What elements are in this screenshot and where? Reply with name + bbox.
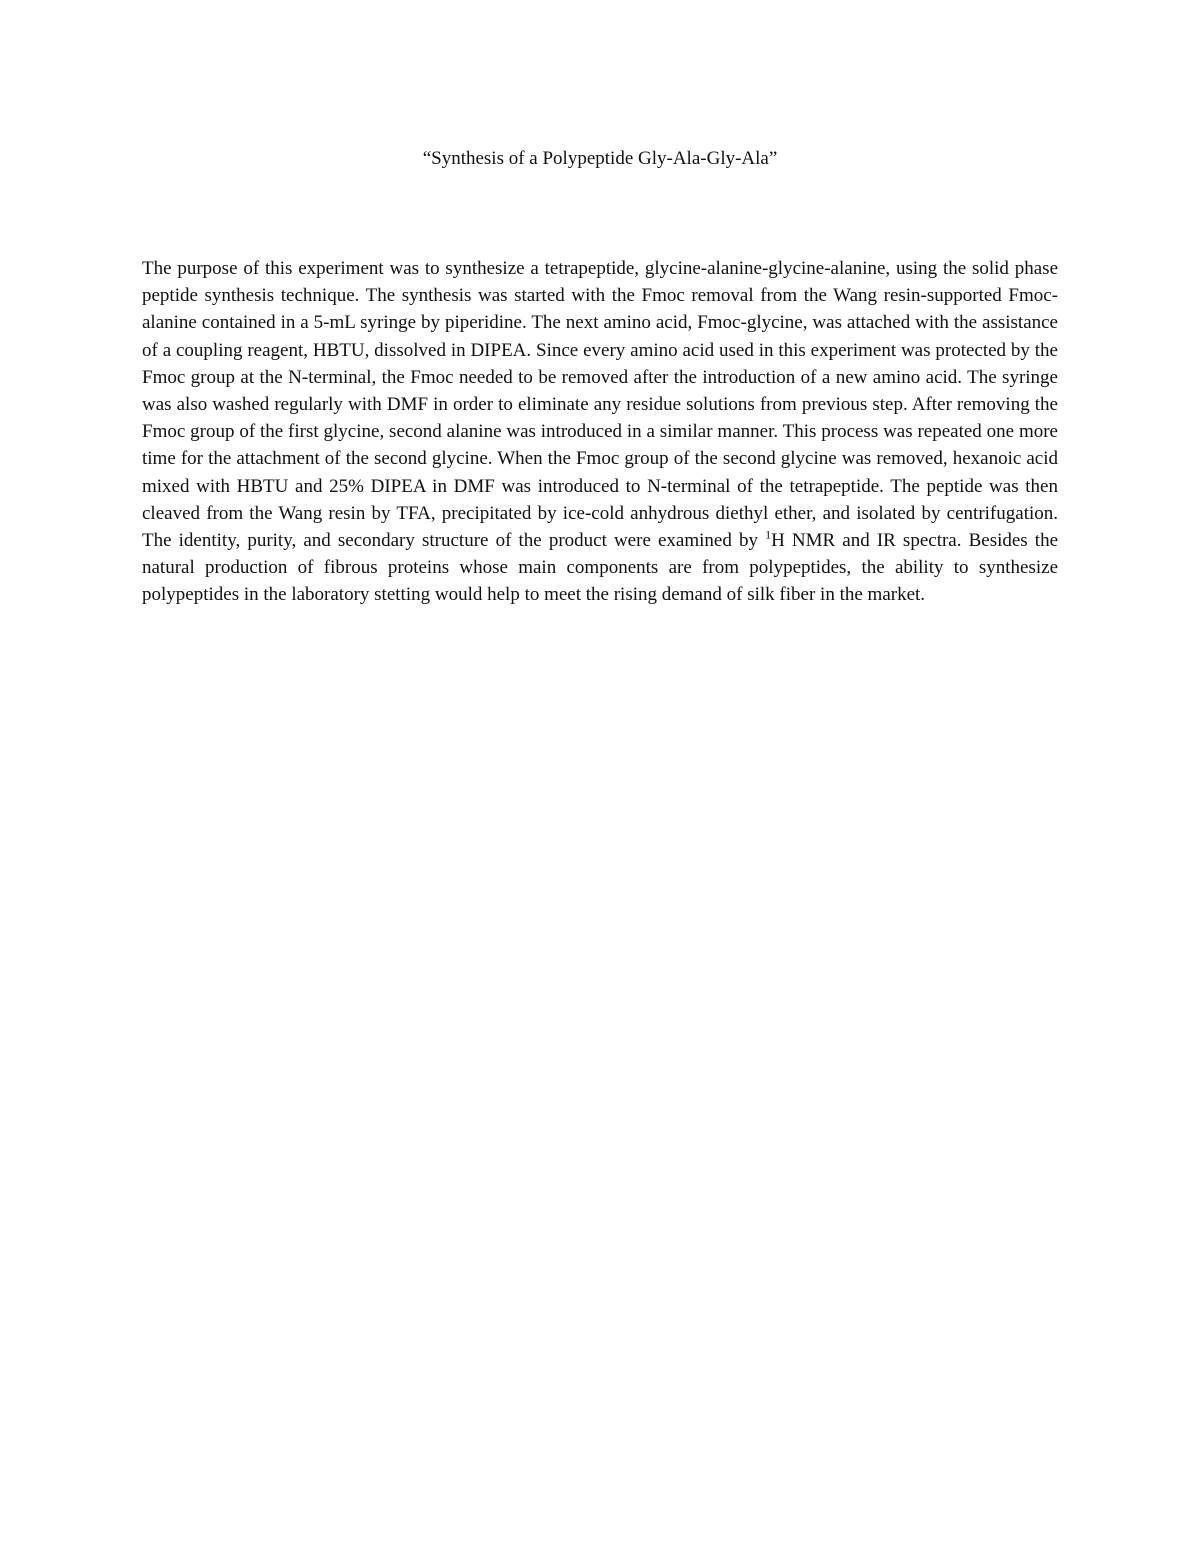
abstract-paragraph <box>142 255 1058 609</box>
paragraph-text-part-1: The purpose of this experiment was to synthesize a tetrapeptide, glycine-alanine-glycine-alanine, using the solid phase peptide synthesis technique. The synthesis was started with the Fmoc removal from the Wang resin-supported Fmoc-alanine contained in a 5-mL syringe by piperidine. The next amino acid, Fmoc-glycine, was attached with the assistance of a coupling reagent, HBTU, dissolved in DIPEA. Since every amino acid used in this experiment was protected by the Fmoc group at the N-terminal, the Fmoc needed to be removed after the introduction of a new amino acid. The syringe was also washed regularly with DMF in order to eliminate any residue solutions from previous step. After removing the Fmoc group of the first glycine, second alanine was introduced in a similar manner. This process was repeated one more time for the attachment of the second glycine. When the Fmoc group of the second glycine was removed, hexanoic acid mixed with HBTU and 25% DIPEA in DMF was introduced to N-terminal of the tetrapeptide. The peptide was then cleaved from the Wang resin by TFA, precipitated by ice-cold anhydrous diethyl ether, and isolated by centrifugation. The identity, purity, and secondary structure of the product were examined by <box>142 258 1058 552</box>
document-title: “Synthesis of a Polypeptide Gly-Ala-Gly-Ala” <box>422 148 778 169</box>
paragraph-text-part-2: H NMR and IR spectra. Besides the natural production of fibrous proteins whose main components are from polypeptides, the ability to synthesize polypeptides in the laboratory stetting would help to meet the rising demand of silk fiber in the market. <box>142 530 1059 606</box>
nmr-superscript: 1 <box>765 527 772 542</box>
